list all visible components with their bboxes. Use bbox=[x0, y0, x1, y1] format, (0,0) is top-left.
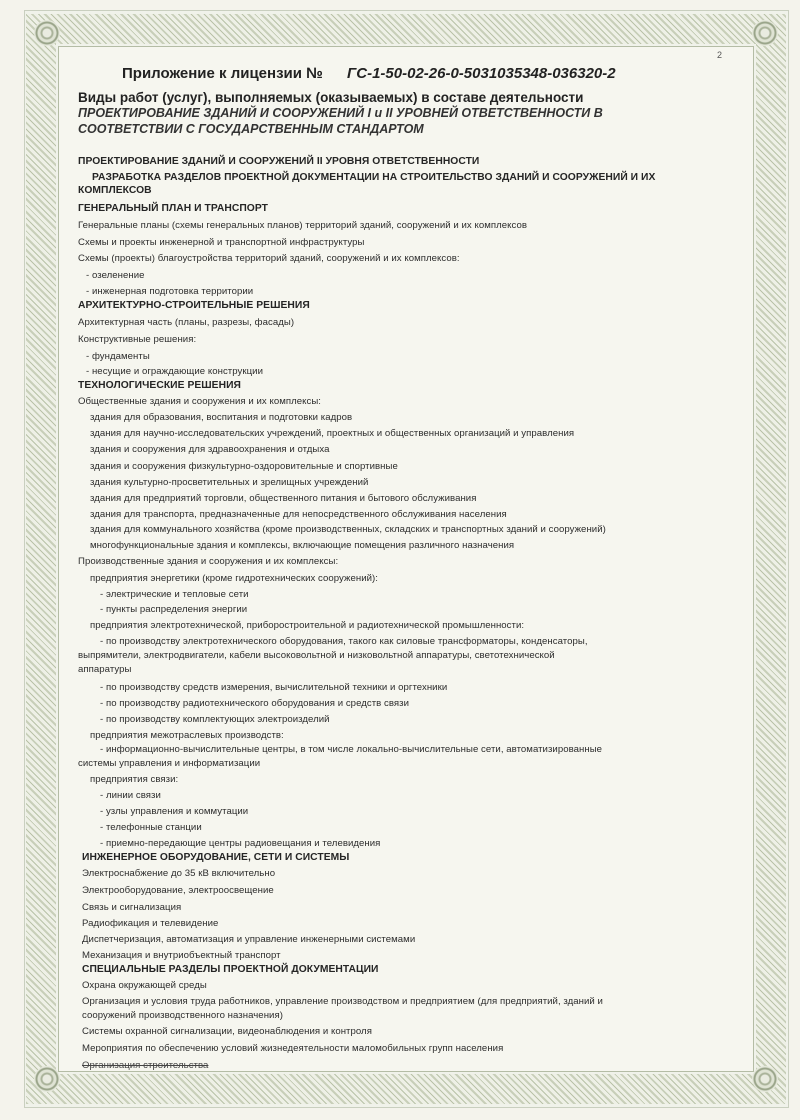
list-item: здания для коммунального хозяйства (кроме производственных, складских и транспортных зданий и сооружений) bbox=[90, 524, 606, 535]
list-item: - несущие и ограждающие конструкции bbox=[86, 366, 263, 377]
list-item: Охрана окружающей среды bbox=[82, 980, 207, 991]
license-number: ГС-1-50-02-26-0-5031035348-036320-2 bbox=[347, 65, 616, 82]
list-item: выпрямители, электродвигатели, кабели высоковольтной и низковольтной аппаратуры, светотехнической bbox=[78, 650, 555, 661]
list-item: многофункциональные здания и комплексы, включающие помещения различного назначения bbox=[90, 540, 515, 551]
list-item: - информационно-вычислительные центры, в том числе локально-вычислительные сети, автоматизированные bbox=[100, 744, 603, 755]
corner-rosette-icon bbox=[34, 20, 60, 46]
section-heading: ТЕХНОЛОГИЧЕСКИЕ РЕШЕНИЯ bbox=[78, 380, 241, 391]
list-item: - по производству комплектующих электроизделий bbox=[100, 714, 330, 725]
activity-line-1: ПРОЕКТИРОВАНИЕ ЗДАНИЙ И СООРУЖЕНИЙ I и II УРОВНЕЙ ОТВЕТСТВЕННОСТИ В bbox=[78, 106, 603, 120]
list-item: - озеленение bbox=[86, 270, 145, 281]
list-item: - фундаменты bbox=[86, 351, 150, 362]
list-item: аппаратуры bbox=[78, 664, 132, 675]
list-item: Организация строительства bbox=[82, 1060, 209, 1071]
list-item: - телефонные станции bbox=[100, 822, 202, 833]
list-item: здания культурно-просветительных и зрелищных учреждений bbox=[90, 477, 369, 488]
list-item: Генеральные планы (схемы генеральных планов) территорий зданий, сооружений и их комплексов bbox=[78, 220, 528, 231]
activity-line-2: СООТВЕТСТВИИ С ГОСУДАРСТВЕННЫМ СТАНДАРТОМ bbox=[78, 122, 424, 136]
list-item: - узлы управления и коммутации bbox=[100, 806, 249, 817]
list-item: Связь и сигнализация bbox=[82, 902, 182, 913]
corner-rosette-icon bbox=[752, 1066, 778, 1092]
page-number: 2 bbox=[717, 50, 723, 60]
document-title bbox=[122, 65, 616, 82]
list-item: сооружений производственного назначения) bbox=[82, 1010, 283, 1021]
list-item: предприятия энергетики (кроме гидротехнических сооружений): bbox=[90, 573, 378, 584]
section-heading: ИНЖЕНЕРНОЕ ОБОРУДОВАНИЕ, СЕТИ И СИСТЕМЫ bbox=[82, 852, 350, 863]
list-item: - пункты распределения энергии bbox=[100, 604, 248, 615]
list-item: Конструктивные решения: bbox=[78, 334, 197, 345]
list-item: Системы охранной сигнализации, видеонаблюдения и контроля bbox=[82, 1026, 372, 1037]
list-item: Производственные здания и сооружения и их комплексы: bbox=[78, 556, 339, 567]
list-item: системы управления и информатизации bbox=[78, 758, 261, 769]
list-item: - электрические и тепловые сети bbox=[100, 589, 249, 600]
list-item: Мероприятия по обеспечению условий жизнедеятельности маломобильных групп населения bbox=[82, 1043, 504, 1054]
list-item: - по производству средств измерения, вычислительной техники и оргтехники bbox=[100, 682, 448, 693]
list-item: Схемы (проекты) благоустройства территорий зданий, сооружений и их комплексов: bbox=[78, 253, 460, 264]
list-item: здания для образования, воспитания и подготовки кадров bbox=[90, 412, 353, 423]
list-item: - по производству радиотехнического оборудования и средств связи bbox=[100, 698, 410, 709]
section-heading: ПРОЕКТИРОВАНИЕ ЗДАНИЙ И СООРУЖЕНИЙ II УРОВНЯ ОТВЕТСТВЕННОСТИ bbox=[78, 156, 480, 167]
subtitle: Виды работ (услуг), выполняемых (оказываемых) в составе деятельности bbox=[78, 90, 584, 105]
list-item: Электроснабжение до 35 кВ включительно bbox=[82, 868, 276, 879]
list-item: Общественные здания и сооружения и их комплексы: bbox=[78, 396, 322, 407]
list-item: - линии связи bbox=[100, 790, 161, 801]
list-item: предприятия связи: bbox=[90, 774, 179, 785]
section-heading: СПЕЦИАЛЬНЫЕ РАЗДЕЛЫ ПРОЕКТНОЙ ДОКУМЕНТАЦИИ bbox=[82, 964, 379, 975]
list-item: Электрооборудование, электроосвещение bbox=[82, 885, 274, 896]
list-item: - приемно-передающие центры радиовещания и телевидения bbox=[100, 838, 381, 849]
corner-rosette-icon bbox=[34, 1066, 60, 1092]
list-item: Радиофикация и телевидение bbox=[82, 918, 219, 929]
list-item: Механизация и внутриобъектный транспорт bbox=[82, 950, 281, 961]
section-heading: КОМПЛЕКСОВ bbox=[78, 185, 152, 196]
section-heading: АРХИТЕКТУРНО-СТРОИТЕЛЬНЫЕ РЕШЕНИЯ bbox=[78, 300, 310, 311]
list-item: здания для научно-исследовательских учреждений, проектных и общественных организаций и управления bbox=[90, 428, 575, 439]
section-heading: РАЗРАБОТКА РАЗДЕЛОВ ПРОЕКТНОЙ ДОКУМЕНТАЦИИ НА СТРОИТЕЛЬСТВО ЗДАНИЙ И СООРУЖЕНИЙ И ИХ bbox=[92, 172, 656, 183]
section-heading: ГЕНЕРАЛЬНЫЙ ПЛАН И ТРАНСПОРТ bbox=[78, 203, 268, 214]
list-item: здания для транспорта, предназначенные для непосредственного обслуживания населения bbox=[90, 509, 507, 520]
list-item: - по производству электротехнического оборудования, такого как силовые трансформаторы, конденсаторы, bbox=[100, 636, 588, 647]
title-text: Приложение к лицензии № bbox=[122, 65, 323, 82]
list-item: предприятия межотраслевых производств: bbox=[90, 730, 284, 741]
list-item: Организация и условия труда работников, управление производством и предприятием (для предприятий, зданий и bbox=[82, 996, 603, 1007]
list-item: Схемы и проекты инженерной и транспортной инфраструктуры bbox=[78, 237, 365, 248]
list-item: здания и сооружения для здравоохранения и отдыха bbox=[90, 444, 330, 455]
list-item: предприятия электротехнической, приборостроительной и радиотехнической промышленности: bbox=[90, 620, 525, 631]
list-item: здания для предприятий торговли, общественного питания и бытового обслуживания bbox=[90, 493, 477, 504]
list-item: - инженерная подготовка территории bbox=[86, 286, 254, 297]
list-item: здания и сооружения физкультурно-оздоровительные и спортивные bbox=[90, 461, 398, 472]
list-item: Архитектурная часть (планы, разрезы, фасады) bbox=[78, 317, 295, 328]
corner-rosette-icon bbox=[752, 20, 778, 46]
list-item: Диспетчеризация, автоматизация и управление инженерными системами bbox=[82, 934, 416, 945]
